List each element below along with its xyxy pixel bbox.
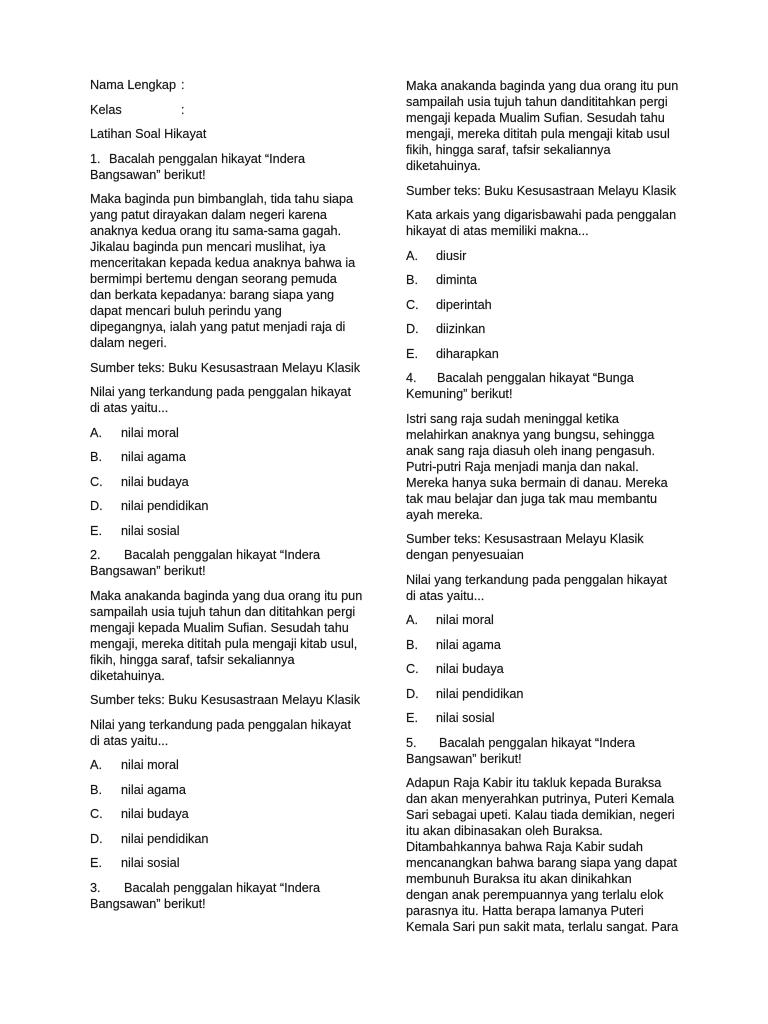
passage-line: melahirkan anaknya yang bungsu, sehingga <box>406 427 655 442</box>
question-3-passage <box>406 78 696 174</box>
option-text: nilai pendidikan <box>121 831 209 846</box>
passage-line: Putri-putri Raja menjadi manja dan nakal. <box>406 459 639 474</box>
source-line: Sumber teks: Buku Kesusastraan Melayu Klasik <box>90 693 361 707</box>
question-2-prompt <box>90 547 380 579</box>
passage-line: diketahuinya. <box>406 159 481 173</box>
class-field <box>90 102 380 118</box>
question-line: Nilai yang terkandung pada penggalan hikayat <box>406 572 667 587</box>
name-field <box>90 77 380 93</box>
passage-line: anaknya kedua orang itu sama-sama gagah. <box>90 224 342 238</box>
question-2-source <box>90 692 380 708</box>
option-letter: B. <box>90 782 102 797</box>
option-letter: E. <box>90 523 102 538</box>
option-letter: C. <box>406 297 419 312</box>
question-1-passage <box>90 191 380 351</box>
option-a <box>90 757 380 773</box>
passage-line: yang patut dirayakan dalam negeri karena <box>90 208 327 222</box>
question-3-prompt <box>90 880 380 912</box>
prompt-text: Bacalah penggalan hikayat “Indera <box>439 735 636 750</box>
option-e <box>90 855 380 871</box>
option-c <box>90 474 380 490</box>
option-text: nilai sosial <box>436 711 495 725</box>
passage-line: ayah mereka. <box>406 507 483 522</box>
option-d <box>406 321 696 337</box>
option-letter: C. <box>90 474 103 489</box>
option-letter: E. <box>406 711 418 725</box>
prompt-line: Bangsawan” berikut! <box>90 167 206 182</box>
prompt-line <box>90 880 380 896</box>
option-letter: D. <box>406 322 419 336</box>
question-3-text <box>406 207 696 239</box>
prompt-text: Bacalah penggalan hikayat “Indera <box>124 880 321 895</box>
prompt-line <box>90 151 380 167</box>
passage-line: fikih, hingga saraf, tafsir sekaliannya <box>90 652 295 667</box>
option-text: nilai moral <box>436 613 494 627</box>
option-letter: D. <box>90 831 103 846</box>
option-e <box>406 710 696 726</box>
question-4-text <box>406 572 696 604</box>
passage-line: itu akan dibinasakan oleh Buraksa. <box>406 824 603 838</box>
question-line: di atas yaitu... <box>406 588 485 603</box>
option-b <box>406 272 696 288</box>
class-field-colon: : <box>181 102 185 117</box>
passage-line: dapat mencari buluh perindu yang <box>90 304 282 318</box>
option-e <box>90 523 380 539</box>
passage-line: mengaji kepada Mualim Sufian. Sesudah tahu <box>90 620 349 635</box>
option-text: nilai agama <box>436 637 501 652</box>
option-e <box>406 346 696 362</box>
option-text: nilai pendidikan <box>436 686 524 701</box>
option-b <box>90 782 380 798</box>
question-5-prompt <box>406 735 696 767</box>
prompt-line <box>406 735 696 751</box>
passage-line: Maka baginda pun bimbanglah, tida tahu siapa <box>90 192 354 206</box>
class-field-row <box>90 102 380 118</box>
question-line: di atas yaitu... <box>90 733 169 748</box>
right-column <box>406 78 696 944</box>
passage-line: mengaji, mereka dititah pula mengaji kitab usul <box>406 127 670 141</box>
worksheet-title-block <box>90 126 380 142</box>
passage-line: Jikalau baginda pun mencari muslihat, iya <box>90 240 326 254</box>
option-letter: D. <box>90 499 103 513</box>
passage-line: Maka anakanda baginda yang dua orang itu pun <box>406 79 679 93</box>
prompt-line <box>406 370 696 386</box>
question-line: Nilai yang terkandung pada penggalan hikayat <box>90 385 351 399</box>
option-a <box>90 425 380 441</box>
class-field-label: Kelas <box>90 102 122 117</box>
option-letter: E. <box>406 346 418 361</box>
option-a <box>406 612 696 628</box>
passage-line: mengaji, mereka dititah pula mengaji kitab usul, <box>90 636 358 651</box>
passage-line: Istri sang raja sudah meninggal ketika <box>406 411 619 426</box>
question-line: Nilai yang terkandung pada penggalan hikayat <box>90 717 351 732</box>
option-c <box>406 661 696 677</box>
option-text: nilai sosial <box>121 523 180 538</box>
passage-line: Adapun Raja Kabir itu takluk kepada Buraksa <box>406 776 662 790</box>
option-text: nilai moral <box>121 758 179 772</box>
passage-line: dan akan menyerahkan putrinya, Puteri Kemala <box>406 792 675 806</box>
option-text: nilai sosial <box>121 856 180 870</box>
question-1-source <box>90 360 380 376</box>
passage-line: tak mau belajar dan juga tak mau membantu <box>406 491 658 506</box>
source-line: dengan penyesuaian <box>406 548 524 562</box>
source-line: Sumber teks: Buku Kesusastraan Melayu Klasik <box>90 360 361 375</box>
prompt-line: Bangsawan” berikut! <box>90 564 206 578</box>
prompt-line: Bangsawan” berikut! <box>90 896 206 911</box>
option-letter: E. <box>90 856 102 870</box>
prompt-text: Bacalah penggalan hikayat “Bunga <box>437 371 634 385</box>
passage-line: Sari sebagai upeti. Kalau tiada demikian, negeri <box>406 808 675 822</box>
question-1-prompt <box>90 151 380 183</box>
passage-line: Mereka hanya suka bermain di danau. Mereka <box>406 475 668 490</box>
prompt-line: Bangsawan” berikut! <box>406 751 522 766</box>
worksheet-title: Latihan Soal Hikayat <box>90 127 207 141</box>
option-letter: A. <box>406 613 418 627</box>
passage-line: sampailah usia tujuh tahun dan dititahkan pergi <box>90 604 356 619</box>
option-b <box>90 449 380 465</box>
question-5-passage <box>406 775 696 935</box>
option-text: diizinkan <box>436 322 486 336</box>
option-text: nilai agama <box>121 450 186 464</box>
option-d <box>90 831 380 847</box>
option-a <box>406 248 696 264</box>
option-d <box>90 498 380 514</box>
passage-line: membunuh Buraksa itu akan dinikahkan <box>406 872 632 886</box>
passage-line: bermimpi bertemu dengan seorang pemuda <box>90 272 337 286</box>
option-text: diminta <box>436 273 477 287</box>
prompt-line: Kemuning” berikut! <box>406 387 513 401</box>
passage-line: anak sang raja diasuh oleh inang pengasuh. <box>406 443 656 458</box>
passage-line: fikih, hingga saraf, tafsir sekaliannya <box>406 143 611 157</box>
option-text: nilai budaya <box>436 662 504 676</box>
passage-line: Maka anakanda baginda yang dua orang itu pun <box>90 588 363 603</box>
passage-line: dengan anak perempuannya yang terlalu elok <box>406 888 664 902</box>
passage-line: diketahuinya. <box>90 668 165 683</box>
prompt-text: Bacalah penggalan hikayat “Indera <box>124 548 321 562</box>
option-text: nilai moral <box>121 425 179 440</box>
passage-line: dipegangnya, ialah yang patut menjadi raja di <box>90 320 346 334</box>
option-text: diharapkan <box>436 346 499 361</box>
passage-line: parasnya itu. Hatta berapa lamanya Puteri <box>406 904 644 918</box>
option-letter: B. <box>90 450 102 464</box>
passage-line: dan berkata kepadanya: barang siapa yang <box>90 288 335 302</box>
question-line: di atas yaitu... <box>90 401 169 415</box>
passage-line: sampailah usia tujuh tahun dandititahkan pergi <box>406 95 668 109</box>
question-3-source <box>406 183 696 199</box>
option-letter: A. <box>406 248 418 263</box>
option-letter: C. <box>90 807 103 821</box>
option-c <box>406 297 696 313</box>
option-text: nilai agama <box>121 782 186 797</box>
option-text: nilai budaya <box>121 807 189 821</box>
question-line: hikayat di atas memiliki makna... <box>406 224 589 238</box>
question-4-source <box>406 531 696 563</box>
passage-line: menceritakan kepada kedua anaknya bahwa ia <box>90 256 356 270</box>
question-number: 2. <box>90 548 101 562</box>
option-b <box>406 637 696 653</box>
prompt-line <box>90 547 380 563</box>
prompt-text: Bacalah penggalan hikayat “Indera <box>109 151 306 166</box>
question-2-text <box>90 717 380 749</box>
question-number: 3. <box>90 880 101 895</box>
option-text: diusir <box>436 248 467 263</box>
source-line: Sumber teks: Kesusastraan Melayu Klasik <box>406 532 644 546</box>
passage-line: mencanangkan bahwa barang siapa yang dapat <box>406 856 677 870</box>
name-field-label: Nama Lengkap <box>90 78 177 92</box>
question-4-prompt <box>406 370 696 402</box>
option-letter: C. <box>406 662 419 676</box>
passage-line: Kemala Sari pun sakit mata, terlalu sangat. Para <box>406 920 679 934</box>
question-number: 5. <box>406 735 417 750</box>
question-number: 4. <box>406 371 417 385</box>
left-column <box>90 77 380 920</box>
option-letter: B. <box>406 273 418 287</box>
option-text: nilai budaya <box>121 474 189 489</box>
source-line: Sumber teks: Buku Kesusastraan Melayu Klasik <box>406 183 677 198</box>
question-number: 1. <box>90 151 101 166</box>
option-letter: A. <box>90 758 102 772</box>
option-letter: A. <box>90 425 102 440</box>
option-letter: B. <box>406 637 418 652</box>
name-field-colon: : <box>181 78 185 92</box>
option-letter: D. <box>406 686 419 701</box>
question-4-passage <box>406 411 696 523</box>
question-line: Kata arkais yang digarisbawahi pada penggalan <box>406 208 677 222</box>
passage-line: Ditambahkannya bahwa Raja Kabir sudah <box>406 840 643 854</box>
question-1-text <box>90 384 380 416</box>
name-field-row <box>90 77 380 93</box>
option-text: nilai pendidikan <box>121 499 209 513</box>
option-text: diperintah <box>436 297 492 312</box>
option-d <box>406 686 696 702</box>
option-c <box>90 806 380 822</box>
passage-line: mengaji kepada Mualim Sufian. Sesudah tahu <box>406 111 665 125</box>
question-2-passage <box>90 588 380 684</box>
passage-line: dalam negeri. <box>90 336 167 350</box>
